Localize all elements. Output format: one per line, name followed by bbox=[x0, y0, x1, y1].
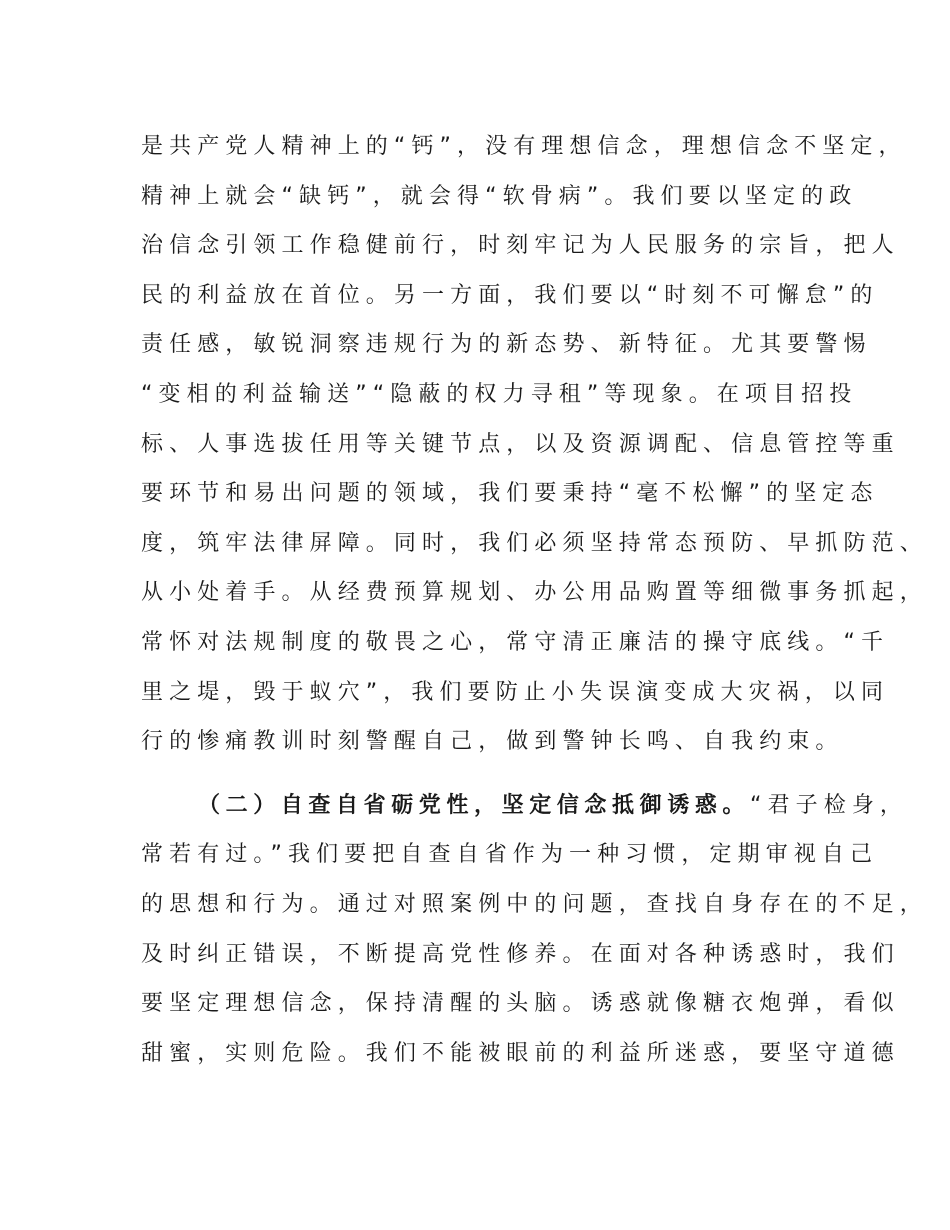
text-line: 标、人事选拔任用等关键节点，以及资源调配、信息管控等重 bbox=[141, 431, 900, 457]
paragraph-1 bbox=[141, 122, 928, 767]
text-line: 的思想和行为。通过对照案例中的问题，查找自身存在的不足， bbox=[141, 891, 928, 917]
text-line: 从小处着手。从经费预算规划、办公用品购置等细微事务抓起， bbox=[141, 580, 928, 606]
text-line: 治信念引领工作稳健前行，时刻牢记为人民服务的宗旨，把人 bbox=[141, 233, 900, 259]
heading-line bbox=[141, 781, 909, 831]
text-line: 要坚定理想信念，保持清醒的头脑。诱惑就像糖衣炮弹，看似 bbox=[141, 991, 900, 1017]
text-line: 责任感，敏锐洞察违规行为的新态势、新特征。尤其要警惕 bbox=[141, 332, 872, 358]
text-line: 要环节和易出问题的领域，我们要秉持“毫不松懈”的坚定态 bbox=[141, 481, 879, 507]
paragraph-spacing bbox=[141, 767, 831, 781]
text-line: 甜蜜，实则危险。我们不能被眼前的利益所迷惑，要坚守道德 bbox=[141, 1040, 900, 1066]
text-line: 民的利益放在首位。另一方面，我们要以“时刻不可懈怠”的 bbox=[141, 282, 879, 308]
text-line: 精神上就会“缺钙”，就会得“软骨病”。我们要以坚定的政 bbox=[141, 183, 858, 209]
paragraph-2 bbox=[141, 781, 928, 1079]
text-line: “变相的利益输送”“隐蔽的权力寻租”等现象。在项目招投 bbox=[141, 381, 858, 407]
text-line: 及时纠正错误，不断提高党性修养。在面对各种诱惑时，我们 bbox=[141, 941, 900, 967]
document-page bbox=[141, 122, 928, 1078]
text-line: 常怀对法规制度的敬畏之心，常守清正廉洁的操守底线。“千 bbox=[141, 629, 890, 655]
text-line: 行的惨痛教训时刻警醒自己，做到警钟长鸣、自我约束。 bbox=[141, 729, 844, 755]
section-heading: （二）自查自省砺党性，坚定信念抵御诱惑。 bbox=[198, 792, 751, 818]
text-line: 度，筑牢法律屏障。同时，我们必须坚持常态预防、早抓防范、 bbox=[141, 530, 928, 556]
text-line: 里之堤，毁于蚁穴”，我们要防止小失误演变成大灾祸，以同 bbox=[141, 679, 890, 705]
quote-start: “君子检身， bbox=[750, 792, 909, 818]
text-line: 常若有过。”我们要把自查自省作为一种习惯，定期审视自己 bbox=[141, 842, 879, 868]
text-line: 是共产党人精神上的“钙”，没有理想信念，理想信念不坚定， bbox=[141, 134, 907, 159]
